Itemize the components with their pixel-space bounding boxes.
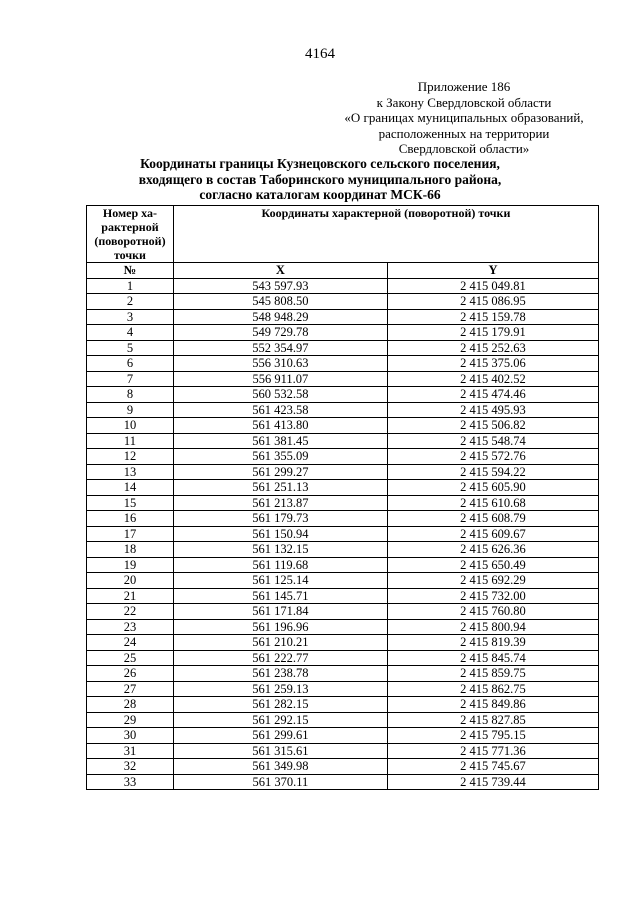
x-coordinate-cell: 561 125.14 [173,573,387,589]
table-row [87,433,599,449]
point-number-cell: 25 [87,650,174,666]
title-line: Координаты границы Кузнецовского сельского поселения, [140,156,500,171]
point-number-cell: 32 [87,759,174,775]
point-number-cell: 8 [87,387,174,403]
point-number-cell: 5 [87,340,174,356]
point-number-cell: 9 [87,402,174,418]
x-coordinate-cell: 561 349.98 [173,759,387,775]
table-row [87,511,599,527]
table-row [87,759,599,775]
point-number-cell: 7 [87,371,174,387]
page-number: 4164 [305,46,335,62]
y-coordinate-cell: 2 415 608.79 [387,511,598,527]
x-coordinate-cell: 561 299.27 [173,464,387,480]
point-number-cell: 18 [87,542,174,558]
point-number-cell: 11 [87,433,174,449]
y-coordinate-cell: 2 415 474.46 [387,387,598,403]
table-row [87,573,599,589]
point-number-cell: 2 [87,294,174,310]
y-coordinate-cell: 2 415 692.29 [387,573,598,589]
y-coordinate-cell: 2 415 827.85 [387,712,598,728]
table-row [87,294,599,310]
x-coordinate-cell: 561 381.45 [173,433,387,449]
table-row [87,340,599,356]
y-coordinate-cell: 2 415 086.95 [387,294,598,310]
point-number-cell: 21 [87,588,174,604]
x-coordinate-cell: 552 354.97 [173,340,387,356]
table-row [87,697,599,713]
y-coordinate-cell: 2 415 402.52 [387,371,598,387]
x-coordinate-cell: 561 222.77 [173,650,387,666]
y-coordinate-cell: 2 415 626.36 [387,542,598,558]
x-coordinate-cell: 561 370.11 [173,774,387,790]
y-coordinate-cell: 2 415 745.67 [387,759,598,775]
y-coordinate-cell: 2 415 548.74 [387,433,598,449]
point-number-cell: 28 [87,697,174,713]
point-number-cell: 27 [87,681,174,697]
x-coordinate-cell: 560 532.58 [173,387,387,403]
point-number-cell: 3 [87,309,174,325]
table-row [87,712,599,728]
x-coordinate-cell: 561 132.15 [173,542,387,558]
x-coordinate-cell: 561 210.21 [173,635,387,651]
point-number-cell: 19 [87,557,174,573]
point-number-cell: 13 [87,464,174,480]
x-coordinate-cell: 561 251.13 [173,480,387,496]
coordinates-table [86,205,599,790]
appendix-line: к Закону Свердловской области [376,94,552,110]
point-number-cell: 30 [87,728,174,744]
y-coordinate-cell: 2 415 495.93 [387,402,598,418]
x-coordinate-cell: 561 145.71 [173,588,387,604]
table-row [87,681,599,697]
x-coordinate-cell: 561 196.96 [173,619,387,635]
table-row [87,619,599,635]
table-row [87,418,599,434]
point-number-cell: 26 [87,666,174,682]
x-coordinate-cell: 561 119.68 [173,557,387,573]
table-row [87,278,599,294]
y-coordinate-cell: 2 415 849.86 [387,697,598,713]
y-coordinate-cell: 2 415 760.80 [387,604,598,620]
appendix-line: Свердловской области» [398,141,530,156]
x-coordinate-cell: 545 808.50 [173,294,387,310]
table-row [87,557,599,573]
point-number-cell: 12 [87,449,174,465]
y-coordinate-cell: 2 415 795.15 [387,728,598,744]
table-row [87,743,599,759]
y-coordinate-cell: 2 415 594.22 [387,464,598,480]
table-row [87,356,599,372]
appendix-line: расположенных на территории [378,125,550,141]
x-coordinate-cell: 561 413.80 [173,418,387,434]
x-coordinate-cell: 561 315.61 [173,743,387,759]
x-coordinate-cell: 549 729.78 [173,325,387,341]
title-line: входящего в состав Таборинского муниципального района, [138,171,502,187]
table-row [87,728,599,744]
table-row [87,635,599,651]
table-row [87,387,599,403]
y-coordinate-cell: 2 415 179.91 [387,325,598,341]
table-row [87,588,599,604]
appendix-line: Приложение 186 [417,79,511,94]
table-row [87,480,599,496]
appendix-block [336,79,592,157]
x-coordinate-cell: 561 299.61 [173,728,387,744]
table-row [87,371,599,387]
point-number-cell: 14 [87,480,174,496]
y-coordinate-cell: 2 415 609.67 [387,526,598,542]
x-coordinate-cell: 561 213.87 [173,495,387,511]
point-number-cell: 4 [87,325,174,341]
y-coordinate-cell: 2 415 605.90 [387,480,598,496]
y-coordinate-cell: 2 415 375.06 [387,356,598,372]
point-number-cell: 6 [87,356,174,372]
y-coordinate-cell: 2 415 800.94 [387,619,598,635]
table-row [87,402,599,418]
y-coordinate-cell: 2 415 859.75 [387,666,598,682]
y-coordinate-cell: 2 415 819.39 [387,635,598,651]
x-coordinate-cell: 561 355.09 [173,449,387,465]
y-coordinate-cell: 2 415 159.78 [387,309,598,325]
table-row [87,666,599,682]
header-num: № [87,263,174,279]
header-point-number: Номер ха- рактерной (поворотной) точки [87,206,174,263]
x-coordinate-cell: 548 948.29 [173,309,387,325]
y-coordinate-cell: 2 415 771.36 [387,743,598,759]
x-coordinate-cell: 561 292.15 [173,712,387,728]
y-coordinate-cell: 2 415 650.49 [387,557,598,573]
table-row [87,464,599,480]
x-coordinate-cell: 543 597.93 [173,278,387,294]
table-row [87,449,599,465]
table-row [87,309,599,325]
header-coordinates: Координаты характерной (поворотной) точки [173,206,598,263]
table-row [87,604,599,620]
point-number-cell: 16 [87,511,174,527]
table-row [87,650,599,666]
document-title [80,156,560,203]
point-number-cell: 20 [87,573,174,589]
x-coordinate-cell: 561 171.84 [173,604,387,620]
y-coordinate-cell: 2 415 252.63 [387,340,598,356]
point-number-cell: 10 [87,418,174,434]
y-coordinate-cell: 2 415 572.76 [387,449,598,465]
table-row [87,495,599,511]
y-coordinate-cell: 2 415 506.82 [387,418,598,434]
point-number-cell: 23 [87,619,174,635]
table-body [87,278,599,790]
x-coordinate-cell: 556 911.07 [173,371,387,387]
point-number-cell: 24 [87,635,174,651]
appendix-line: «О границах муниципальных образований, [344,110,584,125]
point-number-cell: 1 [87,278,174,294]
table-row [87,774,599,790]
point-number-cell: 33 [87,774,174,790]
x-coordinate-cell: 561 282.15 [173,697,387,713]
x-coordinate-cell: 561 150.94 [173,526,387,542]
table-row [87,542,599,558]
point-number-cell: 15 [87,495,174,511]
y-coordinate-cell: 2 415 049.81 [387,278,598,294]
y-coordinate-cell: 2 415 732.00 [387,588,598,604]
table-row [87,526,599,542]
x-coordinate-cell: 556 310.63 [173,356,387,372]
y-coordinate-cell: 2 415 845.74 [387,650,598,666]
point-number-cell: 31 [87,743,174,759]
x-coordinate-cell: 561 259.13 [173,681,387,697]
header-y: Y [387,263,598,279]
y-coordinate-cell: 2 415 862.75 [387,681,598,697]
x-coordinate-cell: 561 179.73 [173,511,387,527]
table-row [87,325,599,341]
x-coordinate-cell: 561 423.58 [173,402,387,418]
header-x: X [173,263,387,279]
point-number-cell: 22 [87,604,174,620]
point-number-cell: 29 [87,712,174,728]
point-number-cell: 17 [87,526,174,542]
title-line: согласно каталогам координат МСК-66 [199,187,441,202]
x-coordinate-cell: 561 238.78 [173,666,387,682]
y-coordinate-cell: 2 415 739.44 [387,774,598,790]
y-coordinate-cell: 2 415 610.68 [387,495,598,511]
